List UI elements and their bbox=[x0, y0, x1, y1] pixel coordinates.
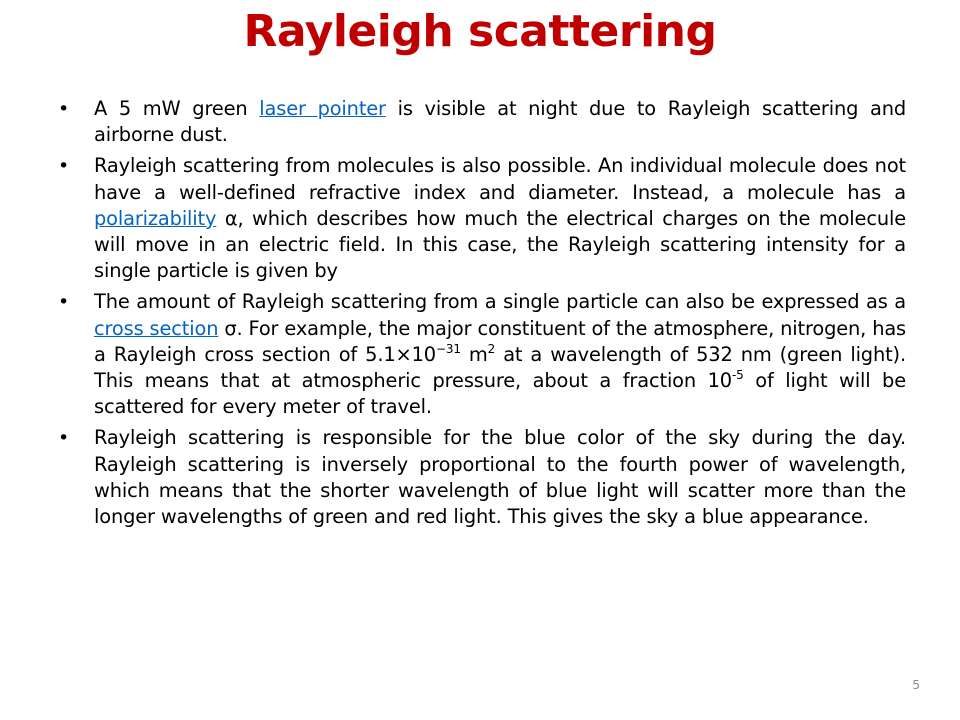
page-number: 5 bbox=[912, 678, 920, 692]
bullet-text: α, which describes how much the electrical charges on the molecule will move in an electric field. In this case, the Rayleigh scattering intensity for a single particle is given by bbox=[94, 206, 906, 283]
exponent-superscript: −31 bbox=[436, 341, 461, 356]
bullet-dot-icon: • bbox=[58, 427, 70, 450]
bullet-text: σ. For example, the major constituent of the atmosphere, nitrogen, has a Rayleigh cross section of 5.1×10 bbox=[94, 316, 907, 366]
bullet-text: Rayleigh scattering is responsible for the blue color of the sky during the day. Rayleigh scattering is inversely proportional to the fourth power of wavelength, which means that the shorter wavelength of blue light will scatter more than the longer wavelengths of green and red light. This gives the sky a blue appearance. bbox=[94, 426, 906, 529]
exponent-superscript: 2 bbox=[487, 341, 496, 356]
bullet-text: is visible at night due to Rayleigh scattering and airborne dust. bbox=[94, 97, 907, 147]
bullet-dot-icon: • bbox=[58, 291, 70, 314]
bullet-item-cross-section bbox=[58, 289, 906, 420]
polarizability-link[interactable]: polarizability bbox=[94, 206, 217, 230]
cross-section-link[interactable]: cross section bbox=[94, 316, 219, 340]
bullet-dot-icon: • bbox=[58, 155, 70, 178]
bullet-text: of light will be scattered for every meter of travel. bbox=[94, 369, 906, 419]
exponent-superscript: -5 bbox=[732, 368, 744, 383]
bullet-text: Rayleigh scattering from molecules is also possible. An individual molecule does not have a well-defined refractive index and diameter. Instead, a molecule has a bbox=[94, 154, 906, 204]
bullet-dot-icon: • bbox=[58, 98, 70, 120]
bullet-list bbox=[58, 96, 906, 535]
laser-pointer-link[interactable]: laser pointer bbox=[259, 97, 386, 120]
bullet-text: A 5 mW green bbox=[94, 97, 260, 120]
bullet-text: m bbox=[460, 342, 488, 366]
bullet-text: The amount of Rayleigh scattering from a single particle can also be expressed as a bbox=[94, 290, 906, 314]
bullet-item-blue-sky bbox=[58, 425, 906, 530]
bullet-item-molecules bbox=[58, 153, 906, 284]
bullet-item-laser-pointer bbox=[58, 96, 906, 148]
slide-title: Rayleigh scattering bbox=[243, 6, 717, 57]
bullet-text: at a wavelength of 532 nm (green light). This means that at atmospheric pressure, about a fraction 10 bbox=[94, 342, 906, 393]
